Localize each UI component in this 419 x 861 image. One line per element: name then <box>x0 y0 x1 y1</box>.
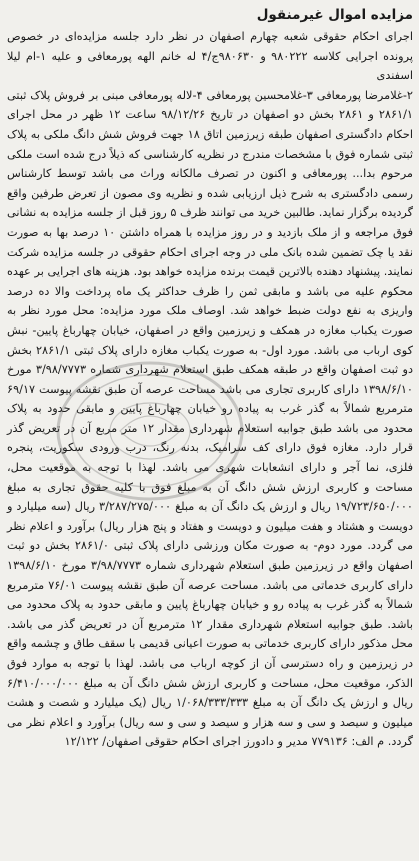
notice-paragraph-main: ۲-غلامرضا پورمعافی ۳-غلامحسین پورمعافی ۴-لاله پورمعافی مبنی بر فروش پلاک ثبتی ۲۸۶۱/۱ و ۲۸۶۱ بخش دو اصفهان در تاریخ ۹۸/۱۲/۲۶ ساعت ۱۲ ظهر در محل اجرای احکام دادگستری اصفهان طبقه زیرزمین اتاق ۱۸ جهت فروش شش دانگ ملکی به پلاک ثبتی شماره فوق با مشخصات مندرج در نظریه کارشناسی که ذیلاً درج شده است ملکی مرحوم بدا... پورمعافی و اکنون در تصرف مالکانه وراث می باشد توسط کارشناس رسمی دادگستری به شرح ذیل ارزیابی شده و نظریه وی مصون از تعرض طرفین واقع گردیده برگزار نماید. طالبین خرید می توانند ظرف ۵ روز قبل از جلسه مزایده به نشانی فوق مراجعه و از ملک بازدید و در روز مزایده با همراه داشتن ۱۰ درصد بها به صورت نقد یا چک تضمین شده بانک ملی در وجه اجرای احکام حقوقی در جلسه مزایده شرکت نمایند. پیشنهاد دهنده بالاترین قیمت برنده مزایده خواهد بود. هزینه های اجرایی بر عهده محکوم علیه می باشد و مابقی ثمن را ظرف حداکثر یک ماه پرداخت والا ده درصد واریزی به نفع دولت ضبط خواهد شد. اوصاف ملک مورد مزایده: محل مورد نظر به صورت یکباب مغازه در همکف و زیرزمین واقع در اصفهان، خیابان چهارباغ پایین- نبش کوی ارباب می باشد. مورد اول- به صورت یکباب مغازه دارای پلاک ثبتی ۲۸۶۱/۱ بخش دو ثبت اصفهان واقع در طبقه همکف طبق استعلام شهرداری شماره ۳/۹۸/۷۷۷۳ مورخ ۱۳۹۸/۶/۱۰ دارای کاربری تجاری می باشد مساحت عرصه آن طبق نقشه پیوست ۶۹/۱۷ مترمربع شمالاً به گذر غرب به پیاده رو خیابان چهارباغ پایین و مابقی حدود به پلاک محدود می باشد طبق جوابیه استعلام شهرداری مقدار ۱۲ متر مربع آن در تعریض گذر قرار دارد. مغازه فوق دارای کف سرامیک، بدنه رنگ، درب ورودی سکوریت، پنجره فلزی، نما آجر و دارای انشعابات شهری می باشد. لهذا با توجه به موقعیت محل، مساحت و کاربری ارزش شش دانگ آن به مبلغ فوق با کلیه حقوق تجاری به مبلغ ۱۹/۷۲۳/۶۵۰/۰۰۰ ریال و ارزش یک دانگ آن به مبلغ ۳/۲۸۷/۲۷۵/۰۰۰ ریال (سه میلیارد و دویست و هشتاد و هفت میلیون و دویست و هفتاد و پنج هزار ریال) برآورد و اعلام نظر می گردد. مورد دوم- به صورت مکان ورزشی دارای پلاک ثبتی ۲۸۶۱/۰ بخش دو ثبت اصفهان واقع در زیرزمین طبق استعلام شهرداری شماره ۳/۹۸/۷۷۷۳ مورخ ۱۳۹۸/۶/۱۰ دارای کاربری خدماتی می باشد. مساحت عرصه آن طبق نقشه پیوست ۷۶/۰۱ مترمربع شمالاً به گذر غرب به پیاده رو و خیابان چهارباغ پایین و مابقی حدود به پلاک محدود می باشد. طبق جوابیه استعلام شهرداری مقدار ۱۲ مترمربع آن در تعریض گذر می باشد. محل مذکور دارای کاربری خدماتی به صورت اعیانی قدیمی با سقف طاق و چشمه واقع در زیرزمین و راه دسترسی آن از کوچه ارباب می باشد. لهذا با توجه به موارد فوق الذکر، موقعیت محل، مساحت و کاربری ارزش شش دانگ آن به مبلغ ۶/۴۱۰/۰۰۰/۰۰۰ ریال و ارزش یک دانگ آن به مبلغ ۱/۰۶۸/۳۳۳/۳۳۳ ریال (یک میلیارد و شصت و هشت میلیون و سیصد و سی و سه هزار و سیصد و سی و سه ریال) برآورد و اعلام نظر می گردد. م الف: ۷۷۹۱۳۶ مدیر و دادورز اجرای احکام حقوقی اصفهان/ ۱۲/۱۲۲ <box>7 88 414 749</box>
notice-paragraph-intro: اجرای احکام حقوقی شعبه چهارم اصفهان در نظر دارد جلسه مزایده‌ای در خصوص پرونده اجرایی کلاسه ۹۸۰۲۲۲ و ۹۸۰۶۳۰ج/۴ له خانم الهه پورمعافی و علیه ۱-ام لیلا اسفندی <box>7 30 413 83</box>
notice-title: مزایده اموال غیرمنقول <box>256 7 413 23</box>
notice-body <box>7 27 413 752</box>
